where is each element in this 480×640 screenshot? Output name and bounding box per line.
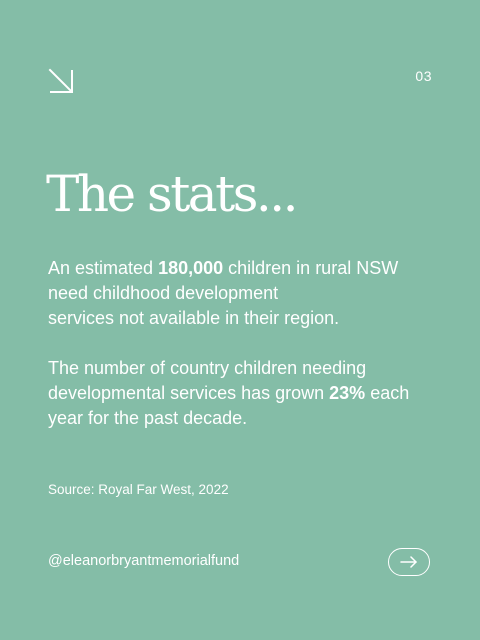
stat-highlight-180000: 180,000 xyxy=(158,258,224,278)
next-slide-button[interactable] xyxy=(388,548,430,576)
stat-text: need childhood development xyxy=(48,283,279,303)
stat-text: services not available in their region. xyxy=(48,308,340,328)
source-citation: Source: Royal Far West, 2022 xyxy=(48,482,229,497)
stat-text: An estimated xyxy=(48,258,159,278)
social-handle: @eleanorbryantmemorialfund xyxy=(48,553,240,569)
stat-paragraph-2 xyxy=(48,356,438,431)
page-number: 03 xyxy=(415,68,432,84)
arrow-right-icon xyxy=(400,556,418,568)
stat-text: each xyxy=(365,383,410,403)
stat-highlight-23-percent: 23% xyxy=(329,383,366,403)
arrow-down-right-icon xyxy=(48,68,74,94)
stat-paragraph-1 xyxy=(48,256,438,331)
stat-text: year for the past decade. xyxy=(48,408,248,428)
stat-text: developmental services has grown xyxy=(48,383,330,403)
stat-text: The number of country children needing xyxy=(48,358,367,378)
page-title: The stats... xyxy=(46,165,297,223)
stat-text: children in rural NSW xyxy=(223,258,399,278)
